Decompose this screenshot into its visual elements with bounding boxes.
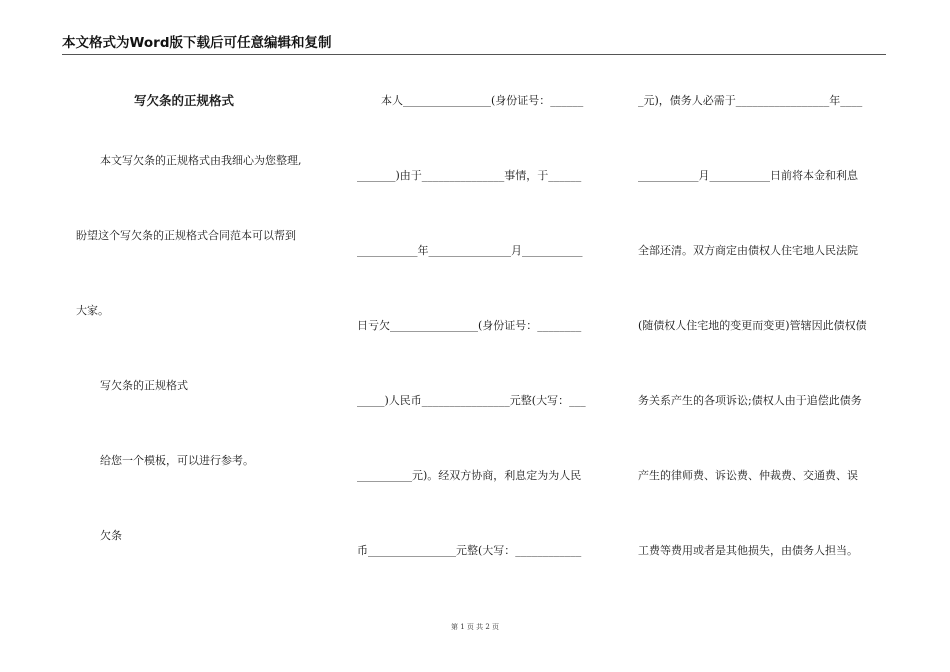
text-line: 务关系产生的各项诉讼;债权人由于追偿此债务 <box>638 394 862 407</box>
text-line: 本文写欠条的正规格式由我细心为您整理, <box>100 154 302 167</box>
text-line: 工费等费用或者是其他损失，由债务人担当。 <box>638 544 858 557</box>
text-line: _元)，债务人必需于_________________年____ <box>638 94 863 107</box>
text-line: 给您一个模板，可以进行参考。 <box>100 454 254 467</box>
text-line: _______)由于_______________事情，于______ <box>357 169 582 182</box>
text-line: _____)人民币________________元整(大写：___ <box>357 394 586 407</box>
text-line: 全部还清。双方商定由债权人住宅地人民法院 <box>638 244 858 257</box>
header-title: 本文格式为Word版下载后可任意编辑和复制 <box>62 35 332 51</box>
text-line: 本人________________(身份证号：______ <box>381 94 584 107</box>
iou-heading: 欠条 <box>100 529 122 542</box>
section-heading: 写欠条的正规格式 <box>100 379 188 392</box>
text-line: (随债权人住宅地的变更而变更)管辖因此债权债 <box>638 319 867 332</box>
text-line: 大家。 <box>76 304 109 317</box>
text-line: 产生的律师费、诉讼费、仲裁费、交通费、误 <box>638 469 858 482</box>
text-line: ___________月___________日前将本金和利息 <box>638 169 858 182</box>
text-line: 盼望这个写欠条的正规格式合同范本可以帮到 <box>76 229 296 242</box>
text-line: ___________年_______________月___________ <box>357 244 583 257</box>
text-line: __________元)。经双方协商，利息定为为人民 <box>357 469 582 482</box>
text-line: 币________________元整(大写：____________ <box>357 544 582 557</box>
page-header <box>62 34 886 55</box>
page-number: 第 1 页 共 2 页 <box>450 623 500 631</box>
document-title: 写欠条的正规格式 <box>134 93 235 108</box>
text-line: 日亏欠________________(身份证号：________ <box>357 319 582 332</box>
